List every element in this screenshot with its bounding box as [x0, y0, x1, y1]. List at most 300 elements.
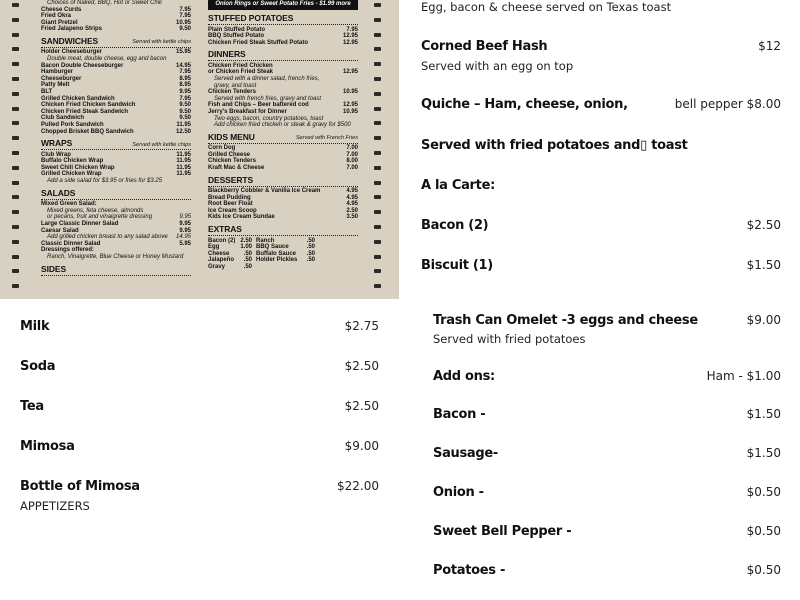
binding-hole [374, 151, 381, 155]
binding-hole [12, 284, 19, 288]
printed-section-title: DESSERTS [208, 174, 254, 185]
printed-item-note [208, 116, 358, 123]
printed-item-name: Caesar Salad [41, 227, 79, 234]
binding-hole [12, 77, 19, 81]
printed-menu-item [208, 214, 358, 221]
printed-item-price: 7.95 [179, 13, 191, 20]
extra-name: Gravy [208, 263, 226, 270]
printed-item-name: Hamburger [41, 69, 74, 76]
printed-item-name: Served with a dinner salad, french fries, [214, 75, 320, 82]
printed-item-name: Plain Stuffed Potato [208, 26, 265, 33]
printed-menu-item [41, 152, 191, 159]
printed-item-name: Double meat, double cheese, egg and bacon [47, 56, 167, 63]
printed-item-price: 4.95 [346, 201, 358, 208]
item-price: $2.50 [746, 218, 781, 232]
printed-extras-row [208, 238, 358, 245]
extra-name: BBQ Sauce [256, 244, 289, 251]
printed-menu-item [41, 69, 191, 76]
a-la-carte-heading [421, 178, 781, 193]
printed-section-header [41, 189, 191, 200]
item-price: $9.00 [746, 313, 781, 327]
item-name: Tea [20, 399, 44, 414]
printed-item-name: Served with french fries, gravy and toast [214, 95, 322, 102]
binding-hole [12, 47, 19, 51]
quiche-served-with [421, 138, 781, 153]
item-price: $2.50 [344, 399, 379, 413]
item-name: Bottle of Mimosa [20, 479, 140, 494]
corned-beef-description: Served with an egg on top [421, 59, 574, 73]
extra-price: .50 [306, 250, 315, 257]
printed-item-price: 2.50 [346, 207, 358, 214]
binding-hole [374, 3, 381, 7]
printed-section-title: DINNERS [208, 49, 246, 60]
printed-item-price: 12.95 [342, 69, 358, 76]
printed-item-name: Pulled Pork Sandwich [41, 122, 104, 128]
binding-hole [12, 181, 19, 185]
binding-hole [374, 47, 381, 51]
printed-item-price: 7.95 [346, 26, 358, 33]
printed-item-name: Chicken Fried Chicken [208, 62, 273, 69]
add-on-sweet-bell-pepper [433, 524, 781, 539]
printed-item-name: Dressings offered: [41, 247, 95, 254]
printed-menu-item [208, 152, 358, 159]
printed-menu-item [208, 158, 358, 165]
printed-item-price: 9.50 [179, 115, 191, 122]
printed-item-price [352, 116, 358, 123]
extra-price: 2.50 [240, 237, 252, 244]
printed-item-name: Add chicken fried chicken or steak & gravy for $500 [214, 122, 351, 129]
printed-item-price [185, 0, 191, 7]
item-price: $22.00 [337, 479, 379, 493]
item-name: Soda [20, 359, 56, 374]
printed-item-name: Bread Pudding [208, 194, 251, 201]
binding-hole [374, 284, 381, 288]
printed-item-price: 7.95 [179, 95, 191, 102]
item-price: $9.00 [344, 439, 379, 453]
printed-section-title: STUFFED POTATOES [208, 13, 294, 23]
binding-hole [374, 92, 381, 96]
printed-menu-item [41, 158, 191, 165]
printed-item-price: 9.50 [179, 26, 191, 33]
binding-hole [12, 121, 19, 125]
printed-item-price: 8.00 [346, 158, 358, 165]
printed-menu-item [41, 122, 191, 129]
printed-item-price [352, 96, 358, 103]
item-price: $2.50 [344, 359, 379, 373]
extra-price: 1.00 [240, 244, 252, 251]
printed-section-title: SALADS [41, 187, 76, 198]
binding-holes-left [12, 0, 22, 299]
binding-hole [374, 269, 381, 273]
appetizers-label: APPETIZERS [20, 499, 90, 513]
printed-item-name: Jerry's Breakfast for Dinner [208, 108, 287, 115]
printed-item-name: Giant Pretzel [41, 19, 78, 26]
printed-item-price: 11.95 [176, 158, 191, 165]
printed-item-price: 7.00 [346, 145, 358, 152]
printed-item-price: 11.95 [176, 122, 191, 128]
binding-hole [12, 255, 19, 259]
item-price: Ham - $1.00 [706, 369, 781, 383]
extra-price: .50 [243, 250, 252, 257]
printed-menu-right-column [208, 0, 358, 271]
binding-hole [374, 210, 381, 214]
printed-item-price [352, 83, 358, 90]
add-ons-heading [433, 369, 781, 384]
printed-section-title: SIDES [41, 263, 67, 274]
printed-menu-item [208, 195, 358, 202]
printed-item-name: Holder Cheeseburger [41, 49, 103, 56]
extra-price [299, 264, 319, 271]
printed-item-price [185, 56, 191, 63]
printed-item-price: 11.95 [176, 164, 191, 171]
printed-menu-item [208, 89, 358, 96]
item-name: Biscuit (1) [421, 258, 493, 273]
printed-menu-item [41, 7, 191, 14]
printed-item-price: 11.95 [176, 151, 191, 158]
printed-item-name: Sweet Chili Chicken Wrap [41, 164, 115, 171]
printed-item-name: Classic Dinner Salad [41, 240, 101, 247]
printed-extras-row [208, 244, 358, 251]
extra-name: Bacon (2) [208, 237, 236, 244]
printed-section-header [208, 176, 358, 187]
drink-item-tea [20, 399, 379, 414]
binding-hole [374, 136, 381, 140]
binding-hole [12, 166, 19, 170]
binding-hole [12, 269, 19, 273]
item-price: $1.50 [746, 446, 781, 460]
item-price: $0.50 [746, 485, 781, 499]
printed-item-note [41, 254, 191, 261]
printed-menu-item [41, 49, 191, 56]
printed-item-name: or Chicken Fried Steak [208, 69, 274, 76]
extra-name: Holder Pickles [256, 257, 298, 264]
binding-hole [374, 166, 381, 170]
printed-item-name: Fish and Chips – Beer battered cod [208, 102, 309, 109]
printed-item-price: 8.95 [179, 75, 191, 82]
item-name: Mimosa [20, 439, 75, 454]
printed-item-name: BLT [41, 89, 53, 96]
binding-hole [374, 77, 381, 81]
item-price: $0.50 [746, 524, 781, 538]
printed-item-name: Mixed Green Salad: [41, 201, 97, 208]
extra-price: .50 [306, 257, 315, 264]
printed-item-name: Ranch, Vinaigrette, Blue Cheese or Honey Mustard [47, 253, 184, 260]
printed-menu-item [41, 89, 191, 96]
extra-price: .50 [306, 237, 315, 244]
printed-item-name: Add a side salad for $3.95 or fries for $3.25 [47, 178, 163, 185]
printed-section-header [208, 133, 358, 144]
printed-item-name: Ice Cream Scoop [208, 207, 257, 214]
printed-section-subtitle: Served with kettle chips [132, 39, 191, 46]
add-on-bacon [433, 407, 781, 422]
printed-item-price: 9.95 [179, 214, 191, 221]
printed-item-name: Bacon Double Cheeseburger [41, 62, 124, 69]
printed-menu-item [208, 201, 358, 208]
printed-item-price: 4.95 [346, 188, 358, 195]
printed-menu-item [208, 165, 358, 172]
drink-item-bottle-of-mimosa [20, 479, 379, 494]
item-name: Onion - [433, 485, 484, 500]
printed-menu-item [41, 102, 191, 109]
printed-menu-item [41, 115, 191, 122]
extra-price: .50 [243, 257, 252, 264]
item-name: Trash Can Omelet -3 eggs and cheese [433, 313, 698, 328]
printed-item-price: 9.95 [179, 227, 191, 234]
item-name: Potatoes - [433, 563, 506, 578]
printed-item-name: Chicken Fried Chicken Sandwich [41, 102, 136, 109]
printed-item-price: 14.95 [175, 62, 191, 69]
item-name: Bacon (2) [421, 218, 489, 233]
drink-item-soda [20, 359, 379, 374]
binding-hole [12, 62, 19, 66]
binding-hole [374, 107, 381, 111]
extra-name: Egg [208, 244, 220, 251]
printed-menu-item [41, 76, 191, 83]
printed-item-note [41, 208, 191, 215]
printed-section-header [41, 265, 191, 276]
printed-item-name: Fried Okra [41, 13, 72, 20]
item-price: $2.75 [344, 319, 379, 333]
printed-item-name: Two eggs, bacon, country potatoes, toast [214, 115, 324, 122]
printed-item-name: Blackberry Cobbler & Vanilla Ice Cream [208, 188, 321, 195]
printed-section-title: EXTRAS [208, 224, 242, 235]
item-price: $1.50 [746, 258, 781, 272]
printed-item-name: Grilled Cheese [208, 151, 251, 158]
printed-menu-item [208, 40, 358, 47]
item-price: $1.50 [746, 407, 781, 421]
item-name: Corned Beef Hash [421, 39, 548, 54]
printed-section-title: WRAPS [41, 138, 73, 149]
binding-hole [374, 255, 381, 259]
binding-holes-right [374, 0, 384, 299]
item-price: $12 [758, 39, 781, 53]
printed-menu-item [41, 13, 191, 20]
printed-menu-item [41, 63, 191, 70]
add-on-sausage [433, 446, 781, 461]
binding-hole [12, 151, 19, 155]
printed-item-price: 9.50 [179, 102, 191, 109]
printed-item-price: 5.95 [179, 240, 191, 247]
item-name: Quiche – Ham, cheese, onion, [421, 97, 628, 112]
item-price: $0.50 [746, 563, 781, 577]
printed-item-price [352, 76, 358, 83]
printed-item-name: Patty Melt [41, 82, 70, 89]
binding-hole [374, 225, 381, 229]
binding-hole [374, 18, 381, 22]
drink-item-milk [20, 319, 379, 334]
printed-extras-row [208, 257, 358, 264]
printed-section-title: SANDWICHES [41, 35, 99, 46]
served-with-text: Served with fried potatoes and▯ toast [421, 138, 688, 153]
printed-item-note [41, 234, 191, 241]
printed-item-price: 11.95 [176, 171, 191, 178]
printed-item-name: Chopped Brisket BBQ Sandwich [41, 128, 134, 135]
printed-item-price: 8.95 [179, 82, 191, 89]
binding-hole [12, 210, 19, 214]
menu-item-quiche [421, 97, 781, 112]
extra-price: .50 [243, 263, 252, 270]
printed-menu-item [41, 129, 191, 136]
printed-item-name: Kraft Mac & Cheese [208, 165, 265, 171]
printed-item-name: or pecans, fruit and vinaigrette dressing [47, 214, 153, 221]
item-price: bell pepper $8.00 [674, 97, 781, 111]
printed-item-price: 15.95 [175, 49, 191, 56]
printed-section-subtitle: Served with French Fries [295, 135, 358, 142]
sides-banner [208, 0, 358, 10]
drink-item-mimosa [20, 439, 379, 454]
printed-menu-item [41, 20, 191, 27]
printed-item-price [185, 254, 191, 261]
binding-hole [12, 195, 19, 199]
printed-item-name: gravy, and toast [214, 82, 257, 89]
printed-menu-item [41, 221, 191, 228]
printed-menu-item [208, 188, 358, 195]
binding-hole [12, 136, 19, 140]
add-on-onion [433, 485, 781, 500]
printed-item-note [208, 96, 358, 103]
printed-item-name: Cheeseburger [41, 75, 82, 82]
printed-item-note [41, 214, 191, 221]
extra-name: Jalapeño [208, 257, 235, 264]
printed-menu-item [208, 27, 358, 34]
printed-item-price: 4.95 [346, 194, 358, 201]
printed-section-header [208, 50, 358, 61]
printed-item-note [208, 76, 358, 83]
printed-menu-item [208, 63, 358, 70]
printed-menu-item [41, 247, 191, 254]
printed-item-price: 7.00 [346, 151, 358, 158]
printed-item-price [185, 178, 191, 185]
printed-menu-item [208, 109, 358, 116]
printed-section-header [41, 139, 191, 150]
printed-item-price: 14.95 [175, 234, 191, 241]
printed-item-name: Grilled Chicken Wrap [41, 171, 102, 178]
binding-hole [374, 33, 381, 37]
printed-item-price: 3.50 [346, 214, 358, 221]
printed-item-name: Buffalo Chicken Wrap [41, 158, 104, 165]
printed-item-price: 7.95 [179, 69, 191, 76]
printed-item-name: BBQ Stuffed Potato [208, 33, 264, 40]
omelet-description: Served with fried potatoes [433, 332, 586, 346]
extra-name: Cheese [208, 250, 230, 257]
printed-item-name: Mixed greens, feta cheese, almonds [47, 207, 144, 214]
printed-menu-item [208, 208, 358, 215]
printed-item-note [208, 83, 358, 90]
printed-item-price: 7.00 [346, 165, 358, 171]
printed-menu-item [41, 228, 191, 235]
extra-name: Buffalo Sauce [256, 250, 297, 257]
printed-menu-item [41, 109, 191, 116]
banner-line-2: Onion Rings or Sweet Potato Fries - $1.99 more [215, 1, 351, 7]
binding-hole [12, 240, 19, 244]
printed-section-title: KIDS MENU [208, 131, 255, 142]
printed-item-price: 9.95 [179, 220, 191, 227]
printed-item-note [41, 56, 191, 63]
printed-item-note [41, 178, 191, 185]
menu-item-bacon-2 [421, 218, 781, 233]
binding-hole [374, 62, 381, 66]
printed-menu-item [208, 33, 358, 40]
binding-hole [374, 195, 381, 199]
printed-extras-row [208, 251, 358, 258]
printed-item-price: 7.95 [179, 6, 191, 13]
printed-section-subtitle: Served with kettle chips [132, 141, 191, 148]
menu-item-biscuit [421, 258, 781, 273]
printed-menu-item [41, 241, 191, 248]
binding-hole [12, 3, 19, 7]
printed-item-price: 12.95 [342, 39, 358, 46]
printed-section-header [208, 14, 358, 25]
printed-item-price: 10.95 [342, 89, 358, 96]
printed-item-name: Chicken Fried Steak Stuffed Potato [208, 39, 309, 46]
extra-name [256, 264, 299, 271]
printed-section-header [208, 225, 358, 236]
printed-item-price [185, 208, 191, 215]
printed-item-name: Root Beer Float [208, 201, 253, 208]
printed-menu-item [208, 145, 358, 152]
printed-menu-photo [0, 0, 399, 299]
menu-item-trash-can-omelet [433, 313, 781, 328]
printed-item-name: Fried Jalapeno Strips [41, 26, 103, 33]
item-name: Sausage- [433, 446, 499, 461]
binding-hole [12, 107, 19, 111]
printed-item-price: 10.95 [342, 108, 358, 115]
extra-price: .50 [306, 244, 315, 251]
printed-menu-left-column [41, 0, 191, 277]
binding-hole [374, 181, 381, 185]
printed-item-price [352, 122, 358, 129]
binding-hole [374, 240, 381, 244]
printed-item-note [41, 0, 191, 7]
extra-name: Ranch [256, 237, 275, 244]
printed-item-price: 10.95 [175, 19, 191, 26]
printed-section-header [41, 37, 191, 48]
printed-item-name: Club Wrap [41, 151, 71, 158]
printed-menu-item [41, 82, 191, 89]
menu-item-corned-beef-hash [421, 39, 781, 54]
printed-extras-row [208, 264, 358, 271]
binding-hole [12, 225, 19, 229]
printed-item-name: Grilled Chicken Sandwich [41, 95, 115, 102]
section-title: Add ons: [433, 369, 495, 384]
printed-item-name: Add grilled chicken breast to any salad above [47, 234, 168, 241]
printed-item-name: Corn Dog [208, 145, 236, 152]
printed-item-price: 9.95 [179, 89, 191, 96]
printed-menu-item [208, 69, 358, 76]
add-on-potatoes [433, 563, 781, 578]
printed-menu-item [41, 26, 191, 33]
printed-menu-item [41, 96, 191, 103]
printed-item-name: Chicken Fried Steak Sandwich [41, 108, 129, 115]
binding-hole [12, 33, 19, 37]
binding-hole [12, 92, 19, 96]
texas-toast-description: Egg, bacon & cheese served on Texas toast [421, 0, 672, 14]
printed-menu-item [41, 171, 191, 178]
printed-menu-item [208, 102, 358, 109]
printed-item-price: 9.50 [179, 108, 191, 115]
section-title: A la Carte: [421, 178, 495, 193]
printed-item-name: Kids Ice Cream Sundae [208, 214, 275, 221]
item-name: Milk [20, 319, 50, 334]
printed-item-name: Cheese Curds [41, 6, 82, 13]
printed-menu-item [41, 201, 191, 208]
printed-item-name: Club Sandwich [41, 115, 85, 122]
binding-hole [12, 18, 19, 22]
printed-item-price: 12.95 [342, 33, 358, 40]
printed-item-name: Large Classic Dinner Salad [41, 220, 119, 227]
printed-item-name: Choices of Naked, BBQ, Hot or Sweet Chili [47, 0, 162, 6]
printed-item-price: 12.95 [342, 102, 358, 109]
